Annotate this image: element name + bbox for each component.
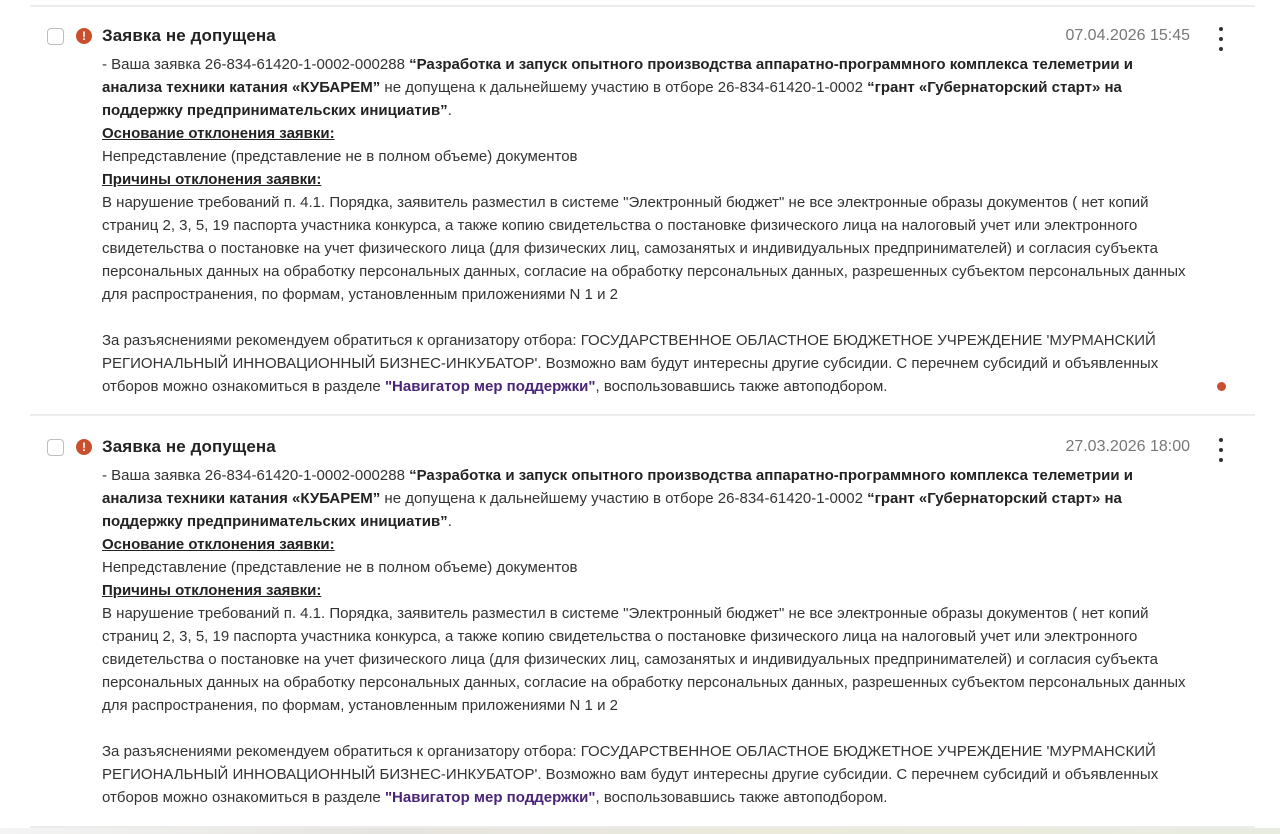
reasons-label: Причины отклонения заявки: <box>102 582 322 599</box>
selection-name: “грант «Губернаторский старт» на поддержку предпринимательских инициатив” <box>102 79 1122 119</box>
contact-suffix: , воспользовавшись также автоподбором. <box>595 789 888 806</box>
select-checkbox[interactable] <box>47 439 64 456</box>
basis-label: Основание отклонения заявки: <box>102 536 335 553</box>
contact-suffix: , воспользовавшись также автоподбором. <box>595 378 888 395</box>
more-options-icon[interactable] <box>1214 27 1228 51</box>
intro-paragraph <box>102 53 1197 122</box>
intro-paragraph <box>102 464 1197 533</box>
project-name: “Разработка и запуск опытного производства аппаратно-программного комплекса телеметрии и анализа техники катания «КУБАРЕМ” <box>102 467 1133 507</box>
notification-title: Заявка не допущена <box>102 437 276 456</box>
unread-indicator <box>1217 382 1226 391</box>
divider <box>30 414 1255 416</box>
support-navigator-link[interactable]: "Навигатор мер поддержки" <box>384 789 596 806</box>
divider <box>30 5 1255 7</box>
project-name: “Разработка и запуск опытного производства аппаратно-программного комплекса телеметрии и анализа техники катания «КУБАРЕМ” <box>102 56 1133 96</box>
application-number-text: - Ваша заявка 26-834-61420-1-0002-000288 <box>102 56 410 73</box>
selection-number-text: не допущена к дальнейшему участию в отборе 26-834-61420-1-0002 <box>380 490 868 507</box>
notification-body <box>102 464 1197 809</box>
contact-text: За разъяснениями рекомендуем обратиться к организатору отбора: ГОСУДАРСТВЕННОЕ ОБЛАСТНОЕ БЮДЖЕТНОЕ УЧРЕЖДЕНИЕ 'МУРМАНСКИЙ РЕГИОНАЛЬНЫЙ ИННОВАЦИОННЫЙ БИЗНЕС-ИНКУБАТОР'. Возможно вам будут интересны другие субсидии. С перечнем субсидий и объявленных отборов можно ознакомиться в разделе <box>102 743 1159 806</box>
basis-text: Непредставление (представление не в полном объеме) документов <box>102 559 578 576</box>
reasons-label: Причины отклонения заявки: <box>102 171 322 188</box>
reasons-text: В нарушение требований п. 4.1. Порядка, заявитель разместил в системе "Электронный бюджет" не все электронные образы документов ( нет копий страниц 2, 3, 5, 19 паспорта участника конкурса, а также копию свидетельства о постановке физического лица на налоговый учет или электронного свидетельства о постановке на учет физического лица (для физических лиц, самозанятых и индивидуальных предпринимателей) и согласия субъекта персональных данных на обработку персональных данных, согласие на обработку персональных данных, разрешенных субъектом персональных данных для распространения, по формам, установленным приложениями N 1 и 2 <box>102 194 1186 303</box>
basis-text: Непредставление (представление не в полном объеме) документов <box>102 148 578 165</box>
intro-suffix: . <box>447 102 452 119</box>
more-options-icon[interactable] <box>1214 438 1228 462</box>
alert-icon: ! <box>76 439 92 455</box>
contact-paragraph <box>102 740 1197 809</box>
select-checkbox[interactable] <box>47 28 64 45</box>
contact-paragraph <box>102 329 1197 398</box>
notification-date: 27.03.2026 18:00 <box>1065 438 1190 455</box>
support-navigator-link[interactable]: "Навигатор мер поддержки" <box>384 378 596 395</box>
selection-name: “грант «Губернаторский старт» на поддержку предпринимательских инициатив” <box>102 490 1122 530</box>
basis-label: Основание отклонения заявки: <box>102 125 335 142</box>
notification-title: Заявка не допущена <box>102 26 276 45</box>
intro-suffix: . <box>447 513 452 530</box>
selection-number-text: не допущена к дальнейшему участию в отборе 26-834-61420-1-0002 <box>380 79 868 96</box>
page-bottom-edge <box>0 828 1280 834</box>
reasons-text: В нарушение требований п. 4.1. Порядка, заявитель разместил в системе "Электронный бюджет" не все электронные образы документов ( нет копий страниц 2, 3, 5, 19 паспорта участника конкурса, а также копию свидетельства о постановке физического лица на налоговый учет или электронного свидетельства о постановке на учет физического лица (для физических лиц, самозанятых и индивидуальных предпринимателей) и согласия субъекта персональных данных на обработку персональных данных, согласие на обработку персональных данных, разрешенных субъектом персональных данных для распространения, по формам, установленным приложениями N 1 и 2 <box>102 605 1186 714</box>
contact-text: За разъяснениями рекомендуем обратиться к организатору отбора: ГОСУДАРСТВЕННОЕ ОБЛАСТНОЕ БЮДЖЕТНОЕ УЧРЕЖДЕНИЕ 'МУРМАНСКИЙ РЕГИОНАЛЬНЫЙ ИННОВАЦИОННЫЙ БИЗНЕС-ИНКУБАТОР'. Возможно вам будут интересны другие субсидии. С перечнем субсидий и объявленных отборов можно ознакомиться в разделе <box>102 332 1159 395</box>
alert-icon: ! <box>76 28 92 44</box>
application-number-text: - Ваша заявка 26-834-61420-1-0002-000288 <box>102 467 410 484</box>
notification-body <box>102 53 1197 398</box>
notification-date: 07.04.2026 15:45 <box>1065 27 1190 44</box>
